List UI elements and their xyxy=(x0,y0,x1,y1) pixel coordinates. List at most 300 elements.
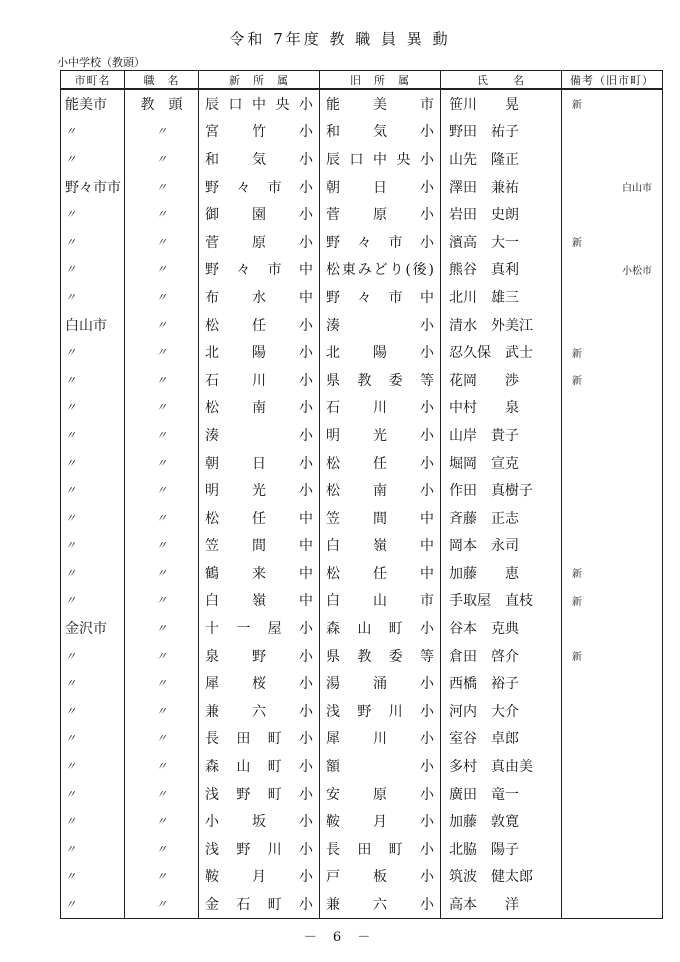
cell-position xyxy=(125,256,199,284)
cell-city xyxy=(61,697,125,725)
cell-position xyxy=(125,669,199,697)
cell-name-text: 中村 泉 xyxy=(449,400,519,417)
cell-position-text: 〃 xyxy=(156,760,167,774)
cell-new-post xyxy=(199,421,320,449)
cell-name-text: 岡本 永司 xyxy=(449,538,519,555)
cell-city xyxy=(61,669,125,697)
cell-old-post xyxy=(320,145,441,173)
cell-position-text: 〃 xyxy=(156,346,167,360)
cell-name-text: 清水 外美江 xyxy=(449,317,533,334)
cell-name xyxy=(441,614,562,642)
cell-name xyxy=(441,200,562,228)
cell-old-post xyxy=(320,835,441,863)
cell-note xyxy=(562,890,663,918)
cell-old-post xyxy=(320,476,441,504)
cell-position-text: 〃 xyxy=(156,677,167,691)
section-subtitle: 小中学校（教頭） xyxy=(57,56,145,69)
cell-city-text: 〃 xyxy=(65,566,76,580)
cell-name xyxy=(441,587,562,615)
cell-new-post xyxy=(199,835,320,863)
cell-old-post xyxy=(320,338,441,366)
cell-city xyxy=(61,752,125,780)
cell-old-post-text: 額 小 xyxy=(326,759,434,776)
new-mark: 新 xyxy=(572,376,582,388)
cell-city-text: 〃 xyxy=(65,649,76,663)
cell-old-post-text: 県教委等 xyxy=(326,372,434,389)
cell-name-text: 高本 洋 xyxy=(449,897,519,914)
cell-new-post xyxy=(199,228,320,256)
new-mark: 新 xyxy=(572,238,582,250)
cell-name-text: 多村 真由美 xyxy=(449,759,533,776)
cell-note xyxy=(562,587,663,615)
cell-old-post xyxy=(320,559,441,587)
cell-old-post-text: 長田町小 xyxy=(326,841,434,858)
cell-new-post-text: 和気小 xyxy=(205,151,313,168)
cell-city-text: 〃 xyxy=(65,898,76,912)
cell-name-text: 作田 真樹子 xyxy=(449,483,533,500)
cell-position xyxy=(125,283,199,311)
cell-city-text: 〃 xyxy=(65,760,76,774)
cell-city-text: 〃 xyxy=(65,401,76,415)
new-mark: 新 xyxy=(572,652,582,664)
cell-old-post xyxy=(320,807,441,835)
cell-note xyxy=(562,421,663,449)
cell-new-post-text: 鞍月小 xyxy=(205,869,313,886)
table-row xyxy=(61,311,663,339)
cell-name xyxy=(441,118,562,146)
cell-position xyxy=(125,504,199,532)
table-body xyxy=(61,89,663,918)
cell-city xyxy=(61,89,125,118)
cell-new-post xyxy=(199,256,320,284)
cell-old-post-text: 松任小 xyxy=(326,455,434,472)
previous-city: 白山市 xyxy=(622,183,652,195)
cell-name xyxy=(441,89,562,118)
cell-name-text: 加藤 敦寛 xyxy=(449,814,519,831)
cell-name xyxy=(441,863,562,891)
cell-old-post xyxy=(320,283,441,311)
header-old-post: 旧 所 属 xyxy=(320,71,441,90)
cell-old-post xyxy=(320,697,441,725)
cell-position xyxy=(125,228,199,256)
cell-note xyxy=(562,311,663,339)
cell-old-post xyxy=(320,421,441,449)
cell-old-post xyxy=(320,256,441,284)
cell-note xyxy=(562,476,663,504)
cell-old-post xyxy=(320,642,441,670)
cell-position xyxy=(125,173,199,201)
cell-city-text: 能美市 xyxy=(65,96,107,113)
cell-note xyxy=(562,449,663,477)
cell-note xyxy=(562,863,663,891)
cell-city xyxy=(61,394,125,422)
cell-old-post-text: 兼六小 xyxy=(326,897,434,914)
table-row xyxy=(61,283,663,311)
cell-city xyxy=(61,863,125,891)
cell-position-text: 教 頭 xyxy=(140,96,183,113)
cell-position xyxy=(125,587,199,615)
cell-new-post-text: 菅原小 xyxy=(205,234,313,251)
table-row xyxy=(61,89,663,118)
cell-position-text: 〃 xyxy=(156,622,167,636)
cell-old-post xyxy=(320,394,441,422)
cell-old-post xyxy=(320,366,441,394)
cell-new-post-text: 布水中 xyxy=(205,289,313,306)
cell-old-post xyxy=(320,504,441,532)
cell-name-text: 倉田 啓介 xyxy=(449,648,519,665)
table-row xyxy=(61,614,663,642)
cell-note xyxy=(562,228,663,256)
cell-new-post xyxy=(199,890,320,918)
cell-new-post xyxy=(199,863,320,891)
cell-old-post-text: 石川小 xyxy=(326,400,434,417)
cell-city xyxy=(61,725,125,753)
cell-position-text: 〃 xyxy=(156,539,167,553)
cell-name-text: 花岡 渉 xyxy=(449,372,519,389)
cell-old-post xyxy=(320,780,441,808)
cell-note xyxy=(562,807,663,835)
cell-new-post-text: 御園小 xyxy=(205,207,313,224)
cell-new-post xyxy=(199,200,320,228)
cell-new-post xyxy=(199,394,320,422)
table-row xyxy=(61,863,663,891)
cell-city xyxy=(61,228,125,256)
cell-city-text: 〃 xyxy=(65,539,76,553)
cell-city xyxy=(61,311,125,339)
cell-name-text: 河内 大介 xyxy=(449,703,519,720)
cell-name-text: 加藤 恵 xyxy=(449,565,519,582)
cell-new-post-text: 小坂小 xyxy=(205,814,313,831)
cell-name-text: 野田 祐子 xyxy=(449,124,519,141)
cell-city xyxy=(61,173,125,201)
cell-old-post-text: 浅野川小 xyxy=(326,703,434,720)
cell-old-post-text: 笠間中 xyxy=(326,510,434,527)
cell-name-text: 熊谷 真利 xyxy=(449,262,519,279)
cell-new-post xyxy=(199,504,320,532)
cell-city xyxy=(61,476,125,504)
cell-name xyxy=(441,228,562,256)
cell-name xyxy=(441,780,562,808)
table-row xyxy=(61,890,663,918)
table-row xyxy=(61,394,663,422)
cell-note xyxy=(562,697,663,725)
cell-new-post xyxy=(199,366,320,394)
cell-name xyxy=(441,890,562,918)
cell-city-text: 〃 xyxy=(65,125,76,139)
cell-old-post-text: 朝日小 xyxy=(326,179,434,196)
cell-city-text: 〃 xyxy=(65,290,76,304)
cell-old-post xyxy=(320,200,441,228)
cell-new-post-text: 朝日小 xyxy=(205,455,313,472)
cell-old-post xyxy=(320,890,441,918)
cell-city-text: 〃 xyxy=(65,373,76,387)
cell-name-text: 手取屋 直枝 xyxy=(449,593,533,610)
cell-new-post xyxy=(199,283,320,311)
cell-old-post-text: 森山町小 xyxy=(326,621,434,638)
cell-position-text: 〃 xyxy=(156,290,167,304)
transfer-table xyxy=(60,70,663,919)
table-row xyxy=(61,752,663,780)
cell-city-text: 〃 xyxy=(65,732,76,746)
cell-old-post-text: 松東みどり(後) xyxy=(326,262,434,279)
cell-name-text: 筑波 健太郎 xyxy=(449,869,533,886)
cell-city xyxy=(61,780,125,808)
table-row xyxy=(61,421,663,449)
cell-name xyxy=(441,669,562,697)
cell-new-post xyxy=(199,614,320,642)
cell-name-text: 堀岡 宣克 xyxy=(449,455,519,472)
cell-old-post-text: 辰口中央小 xyxy=(326,151,434,168)
cell-position xyxy=(125,835,199,863)
cell-name xyxy=(441,532,562,560)
cell-city xyxy=(61,559,125,587)
cell-city xyxy=(61,256,125,284)
cell-new-post-text: 明光小 xyxy=(205,483,313,500)
cell-name xyxy=(441,807,562,835)
cell-position xyxy=(125,394,199,422)
cell-note xyxy=(562,256,663,284)
cell-note xyxy=(562,559,663,587)
cell-position-text: 〃 xyxy=(156,263,167,277)
cell-old-post-text: 安原小 xyxy=(326,786,434,803)
cell-old-post xyxy=(320,587,441,615)
table-row xyxy=(61,200,663,228)
cell-name xyxy=(441,476,562,504)
cell-old-post xyxy=(320,118,441,146)
table-row xyxy=(61,532,663,560)
cell-position-text: 〃 xyxy=(156,566,167,580)
cell-old-post-text: 菅原小 xyxy=(326,207,434,224)
previous-city: 小松市 xyxy=(622,265,652,277)
cell-name xyxy=(441,449,562,477)
cell-position-text: 〃 xyxy=(156,428,167,442)
cell-position-text: 〃 xyxy=(156,484,167,498)
cell-new-post xyxy=(199,752,320,780)
cell-city xyxy=(61,807,125,835)
cell-note xyxy=(562,338,663,366)
cell-position-text: 〃 xyxy=(156,208,167,222)
table-row xyxy=(61,145,663,173)
page-number: － 6 － xyxy=(303,930,377,945)
table-row xyxy=(61,780,663,808)
cell-position-text: 〃 xyxy=(156,152,167,166)
cell-old-post xyxy=(320,752,441,780)
cell-new-post-text: 辰口中央小 xyxy=(205,96,313,113)
cell-position-text: 〃 xyxy=(156,180,167,194)
cell-new-post xyxy=(199,311,320,339)
cell-new-post xyxy=(199,449,320,477)
cell-city xyxy=(61,145,125,173)
cell-position-text: 〃 xyxy=(156,898,167,912)
cell-note xyxy=(562,725,663,753)
cell-city-text: 〃 xyxy=(65,842,76,856)
table-row xyxy=(61,118,663,146)
header-name: 氏 名 xyxy=(441,71,562,90)
new-mark: 新 xyxy=(572,348,582,360)
cell-new-post xyxy=(199,697,320,725)
cell-new-post xyxy=(199,807,320,835)
cell-old-post xyxy=(320,311,441,339)
cell-new-post-text: 金石町小 xyxy=(205,897,313,914)
cell-old-post xyxy=(320,863,441,891)
cell-city xyxy=(61,532,125,560)
cell-position xyxy=(125,642,199,670)
table-row xyxy=(61,835,663,863)
cell-name xyxy=(441,642,562,670)
table-row xyxy=(61,228,663,256)
cell-city-text: 〃 xyxy=(65,511,76,525)
cell-name-text: 室谷 卓郎 xyxy=(449,731,519,748)
cell-name-text: 濱高 大一 xyxy=(449,234,519,251)
cell-old-post xyxy=(320,89,441,118)
cell-note xyxy=(562,504,663,532)
cell-city-text: 〃 xyxy=(65,594,76,608)
cell-city xyxy=(61,642,125,670)
cell-old-post-text: 明光小 xyxy=(326,427,434,444)
cell-old-post-text: 戸板小 xyxy=(326,869,434,886)
cell-new-post-text: 北陽小 xyxy=(205,345,313,362)
cell-name-text: 山先 隆正 xyxy=(449,151,519,168)
cell-note xyxy=(562,752,663,780)
cell-old-post-text: 湊 小 xyxy=(326,317,434,334)
cell-old-post-text: 松任中 xyxy=(326,565,434,582)
cell-old-post xyxy=(320,669,441,697)
cell-position-text: 〃 xyxy=(156,732,167,746)
cell-name xyxy=(441,366,562,394)
page-title: 令和 7年度 教 職 員 異 動 xyxy=(229,30,451,48)
cell-city-text: 〃 xyxy=(65,428,76,442)
cell-city xyxy=(61,338,125,366)
cell-new-post-text: 浅野川小 xyxy=(205,841,313,858)
cell-city-text: 金沢市 xyxy=(65,621,107,638)
table-row xyxy=(61,173,663,201)
cell-position xyxy=(125,807,199,835)
cell-position xyxy=(125,863,199,891)
cell-new-post-text: 松任小 xyxy=(205,317,313,334)
cell-new-post-text: 十一屋小 xyxy=(205,621,313,638)
cell-note xyxy=(562,532,663,560)
cell-position-text: 〃 xyxy=(156,870,167,884)
cell-position-text: 〃 xyxy=(156,511,167,525)
new-mark: 新 xyxy=(572,596,582,608)
cell-name-text: 西橋 裕子 xyxy=(449,676,519,693)
cell-name-text: 澤田 兼祐 xyxy=(449,179,519,196)
cell-note xyxy=(562,780,663,808)
table-row xyxy=(61,256,663,284)
table-row xyxy=(61,338,663,366)
cell-old-post-text: 鞍月小 xyxy=(326,814,434,831)
table-row xyxy=(61,504,663,532)
cell-position-text: 〃 xyxy=(156,594,167,608)
cell-new-post-text: 犀桜小 xyxy=(205,676,313,693)
new-mark: 新 xyxy=(572,100,582,112)
cell-city-text: 〃 xyxy=(65,263,76,277)
cell-name-text: 忍久保 武士 xyxy=(449,345,533,362)
cell-new-post-text: 湊 小 xyxy=(205,427,313,444)
cell-city-text: 〃 xyxy=(65,815,76,829)
cell-note xyxy=(562,200,663,228)
cell-city xyxy=(61,366,125,394)
cell-new-post xyxy=(199,532,320,560)
table-row xyxy=(61,366,663,394)
cell-old-post-text: 松南小 xyxy=(326,483,434,500)
cell-note xyxy=(562,642,663,670)
cell-position xyxy=(125,366,199,394)
cell-old-post-text: 北陽小 xyxy=(326,345,434,362)
cell-position xyxy=(125,725,199,753)
cell-new-post-text: 鶴来中 xyxy=(205,565,313,582)
cell-old-post-text: 白嶺中 xyxy=(326,538,434,555)
cell-city-text: 〃 xyxy=(65,208,76,222)
cell-note xyxy=(562,118,663,146)
cell-city-text: 白山市 xyxy=(65,317,107,334)
cell-city-text: 〃 xyxy=(65,235,76,249)
cell-city-text: 野々市市 xyxy=(65,179,121,196)
cell-new-post xyxy=(199,725,320,753)
cell-new-post-text: 泉野小 xyxy=(205,648,313,665)
cell-position xyxy=(125,559,199,587)
cell-new-post xyxy=(199,669,320,697)
cell-old-post-text: 白山市 xyxy=(326,593,434,610)
header-position: 職 名 xyxy=(125,71,199,90)
table-row xyxy=(61,697,663,725)
cell-new-post-text: 森山町小 xyxy=(205,759,313,776)
cell-note xyxy=(562,145,663,173)
cell-position-text: 〃 xyxy=(156,787,167,801)
cell-city xyxy=(61,614,125,642)
cell-name xyxy=(441,835,562,863)
cell-old-post-text: 湯涌小 xyxy=(326,676,434,693)
cell-name-text: 山岸 貴子 xyxy=(449,427,519,444)
cell-old-post-text: 犀川小 xyxy=(326,731,434,748)
cell-name-text: 北川 雄三 xyxy=(449,289,519,306)
cell-new-post-text: 石川小 xyxy=(205,372,313,389)
cell-position xyxy=(125,200,199,228)
cell-name xyxy=(441,725,562,753)
cell-name-text: 廣田 竜一 xyxy=(449,786,519,803)
cell-city xyxy=(61,449,125,477)
cell-position-text: 〃 xyxy=(156,373,167,387)
table-header-row xyxy=(61,71,663,90)
cell-new-post-text: 野々市小 xyxy=(205,179,313,196)
cell-name-text: 岩田 史朗 xyxy=(449,207,519,224)
cell-position xyxy=(125,532,199,560)
cell-old-post-text: 能美市 xyxy=(326,96,434,113)
table-row xyxy=(61,725,663,753)
new-mark: 新 xyxy=(572,569,582,581)
cell-position-text: 〃 xyxy=(156,456,167,470)
cell-name xyxy=(441,145,562,173)
cell-city-text: 〃 xyxy=(65,152,76,166)
cell-city-text: 〃 xyxy=(65,484,76,498)
cell-new-post-text: 兼六小 xyxy=(205,703,313,720)
cell-old-post xyxy=(320,614,441,642)
cell-new-post-text: 松南小 xyxy=(205,400,313,417)
cell-name xyxy=(441,338,562,366)
table-row xyxy=(61,807,663,835)
cell-note xyxy=(562,283,663,311)
cell-name xyxy=(441,559,562,587)
cell-name-text: 北脇 陽子 xyxy=(449,841,519,858)
cell-name xyxy=(441,283,562,311)
cell-position-text: 〃 xyxy=(156,815,167,829)
cell-city xyxy=(61,421,125,449)
cell-position-text: 〃 xyxy=(156,842,167,856)
cell-position xyxy=(125,311,199,339)
cell-note xyxy=(562,614,663,642)
cell-position xyxy=(125,145,199,173)
cell-new-post xyxy=(199,559,320,587)
